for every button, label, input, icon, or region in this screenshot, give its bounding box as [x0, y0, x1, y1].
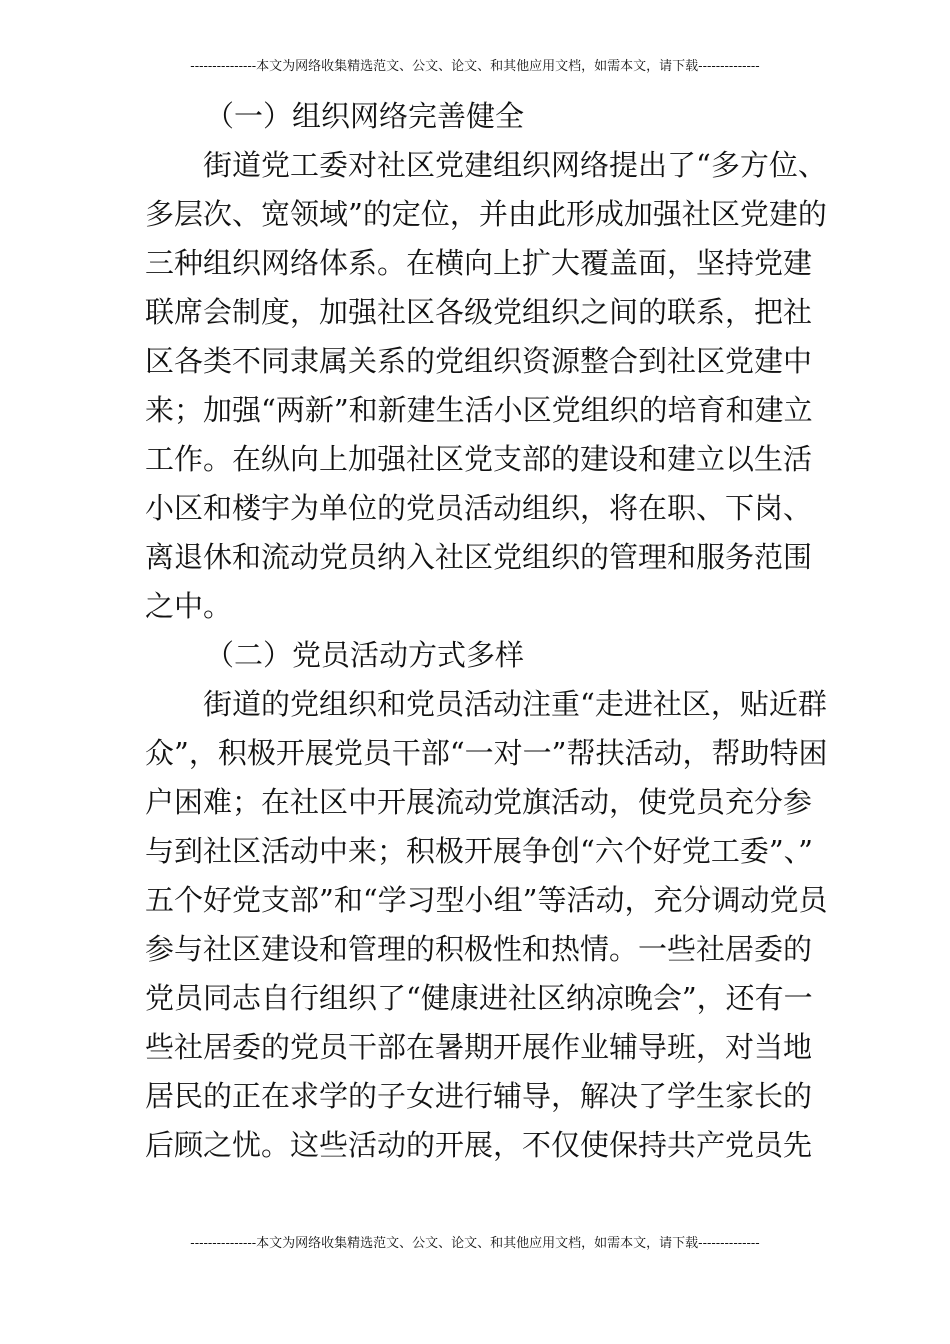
text-line: 党员同志自行组织了“健康进社区纳凉晚会”，还有一	[145, 981, 813, 1015]
text-line: 联席会制度，加强社区各级党组织之间的联系，把社	[145, 295, 813, 329]
text-line: 与到社区活动中来；积极开展争创“六个好党工委”、”	[145, 834, 813, 868]
text-line: 五个好党支部”和“学习型小组”等活动，充分调动党员	[145, 883, 828, 917]
text-line: 之中。	[145, 589, 233, 623]
document-body	[145, 92, 828, 1170]
text-line: 多层次、宽领域”的定位，并由此形成加强社区党建的	[145, 197, 827, 231]
text-line: 些社居委的党员干部在暑期开展作业辅导班，对当地	[145, 1030, 813, 1064]
text-line: 众”，积极开展党员干部“一对一”帮扶活动，帮助特困	[145, 736, 828, 770]
section-heading-2: （二）党员活动方式多样	[205, 638, 525, 672]
page-header: ---------------本文为网络收集精选范文、公文、论文、和其他应用文档，如需本文，请下载--------------	[190, 59, 760, 74]
text-line: 街道的党组织和党员活动注重“走进社区，贴近群	[203, 687, 827, 721]
text-line: 街道党工委对社区党建组织网络提出了“多方位、	[203, 148, 827, 182]
text-line: 三种组织网络体系。在横向上扩大覆盖面，坚持党建	[145, 246, 813, 280]
page-footer: ---------------本文为网络收集精选范文、公文、论文、和其他应用文档，如需本文，请下载--------------	[190, 1236, 760, 1251]
text-line: 工作。在纵向上加强社区党支部的建设和建立以生活	[145, 442, 813, 476]
text-line: 户困难；在社区中开展流动党旗活动，使党员充分参	[145, 785, 813, 819]
text-line: 小区和楼宇为单位的党员活动组织，将在职、下岗、	[145, 491, 813, 525]
section-2-paragraph	[145, 680, 828, 1170]
text-line: 后顾之忧。这些活动的开展，不仅使保持共产党员先	[145, 1128, 813, 1162]
text-line: 来；加强“两新”和新建生活小区党组织的培育和建立	[145, 393, 813, 427]
text-line: 参与社区建设和管理的积极性和热情。一些社居委的	[145, 932, 813, 966]
section-heading-1: （一）组织网络完善健全	[205, 99, 525, 133]
text-line: 离退休和流动党员纳入社区党组织的管理和服务范围	[145, 540, 813, 574]
text-line: 区各类不同隶属关系的党组织资源整合到社区党建中	[145, 344, 813, 378]
section-1-paragraph	[145, 141, 827, 631]
text-line: 居民的正在求学的子女进行辅导，解决了学生家长的	[145, 1079, 813, 1113]
